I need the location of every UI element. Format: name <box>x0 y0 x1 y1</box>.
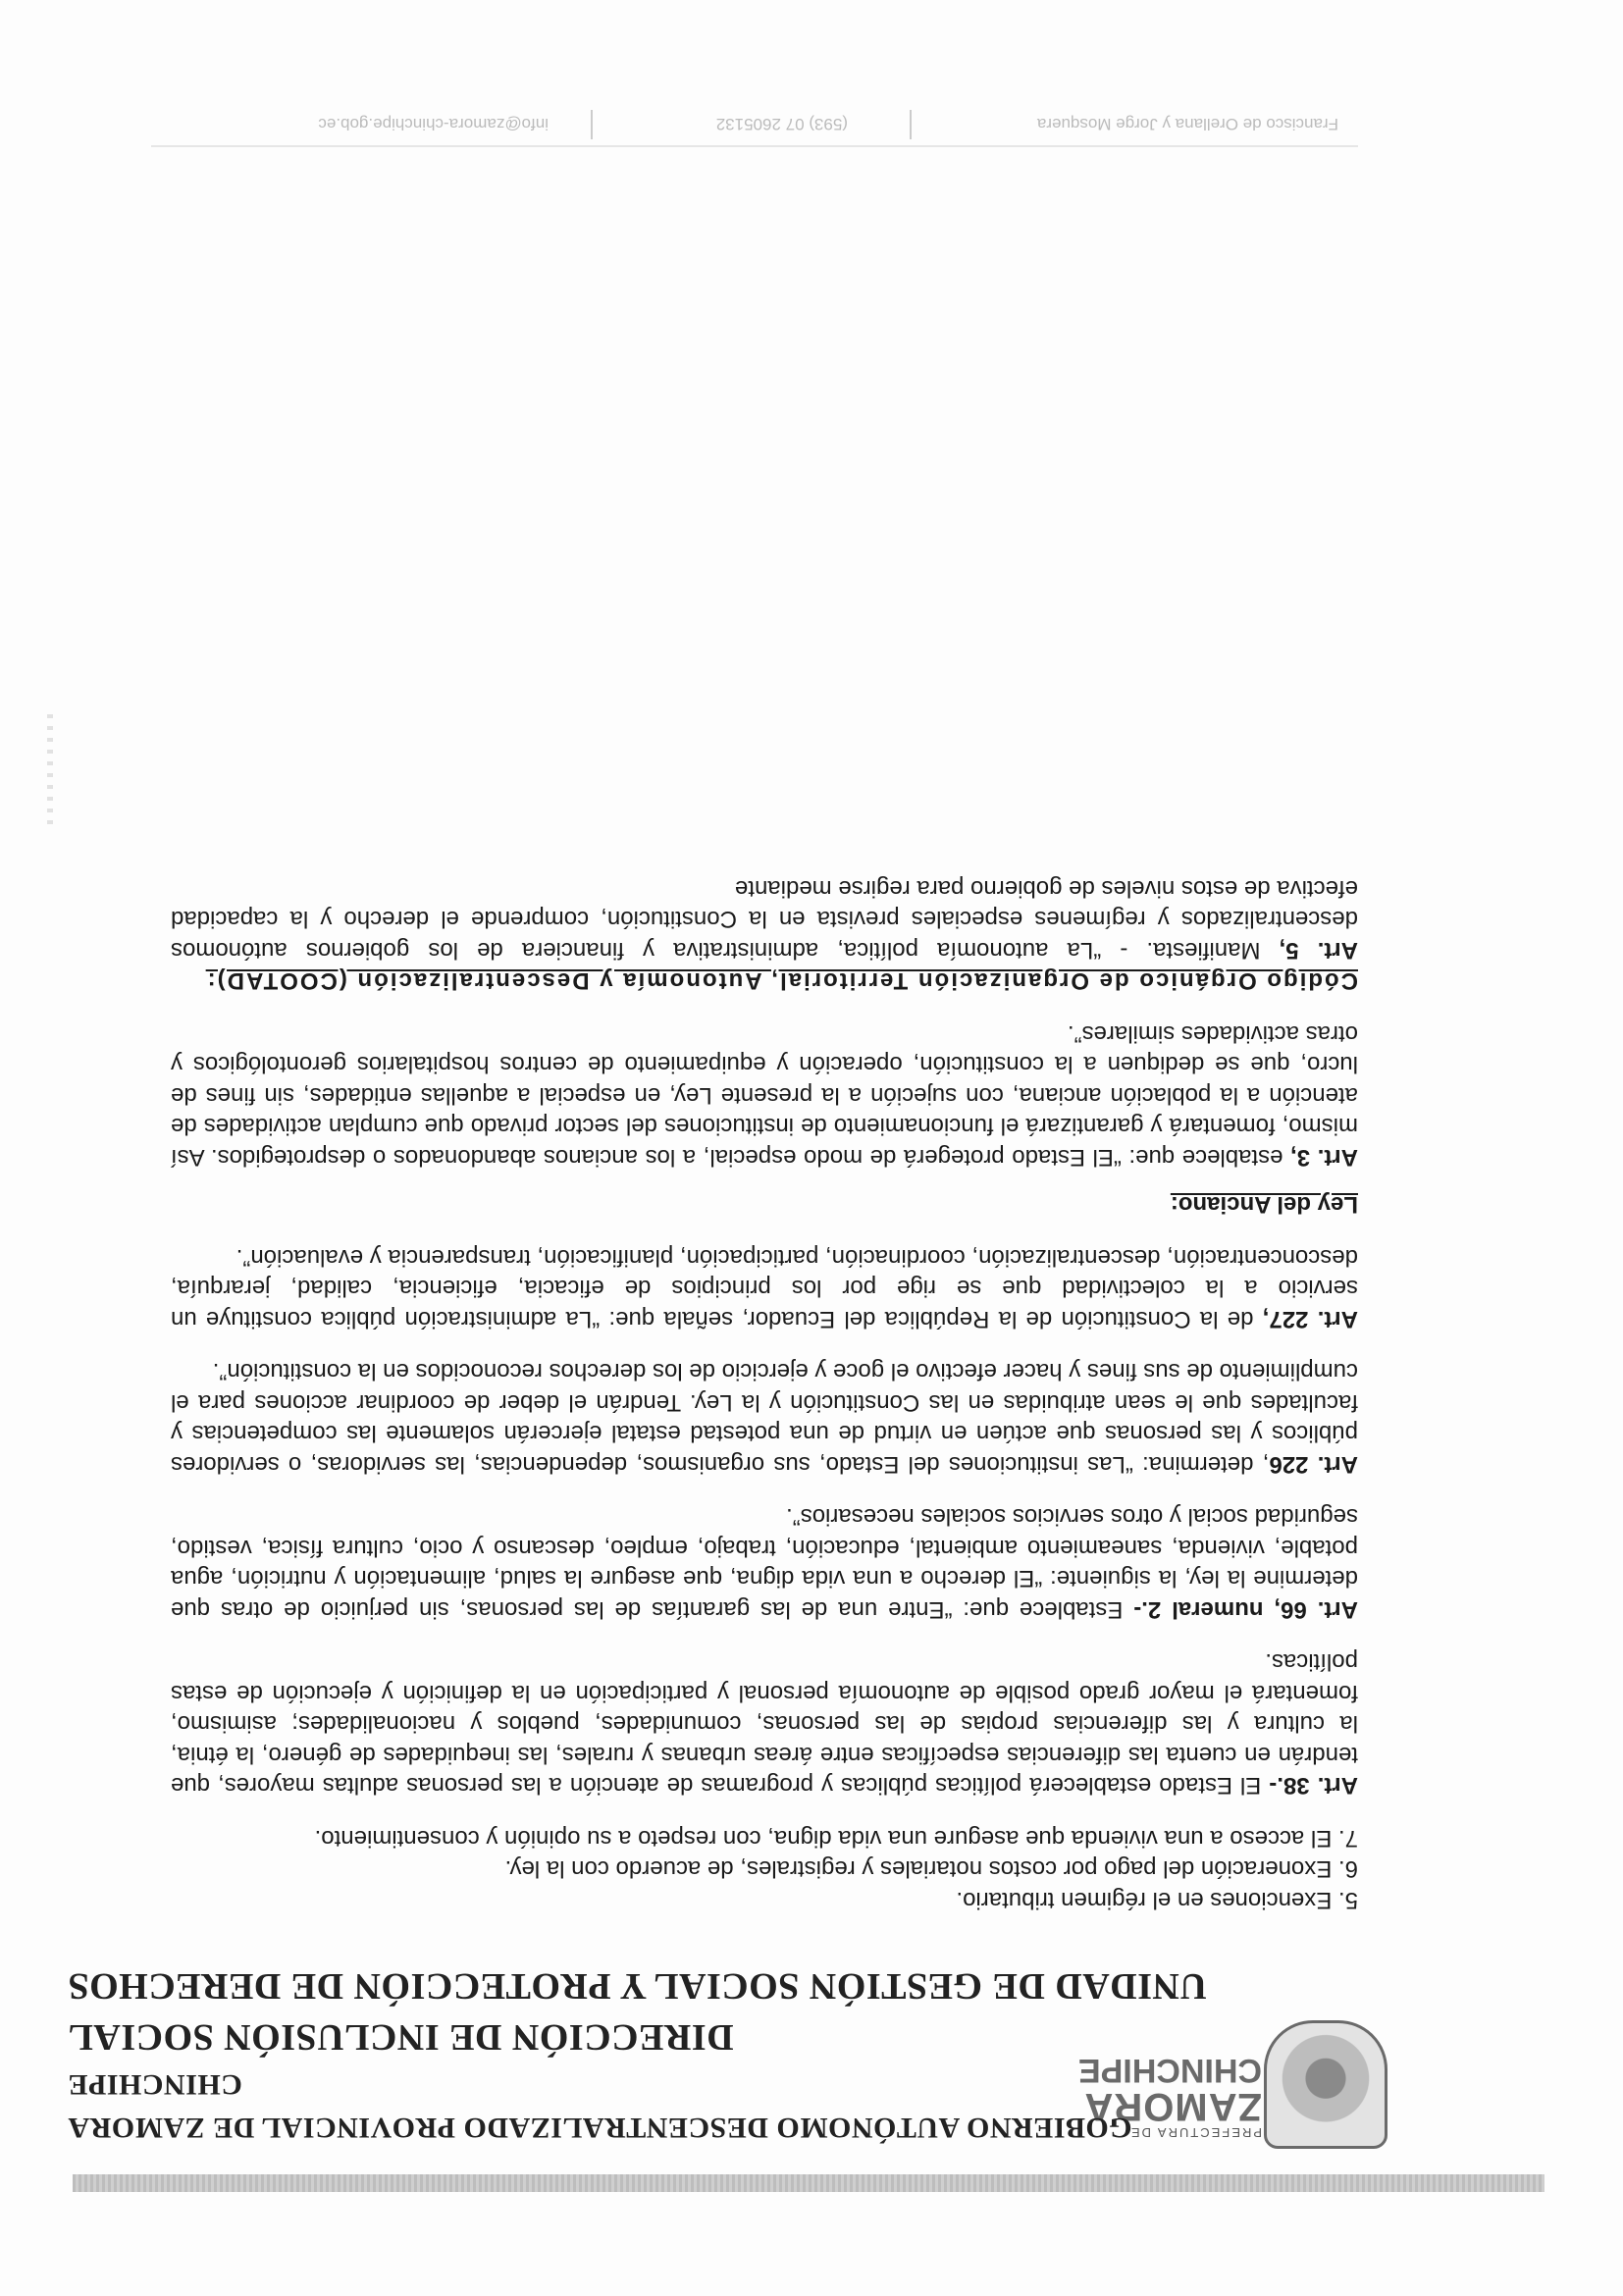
article-226 <box>171 1356 1358 1480</box>
section-heading-cootad <box>171 965 1358 997</box>
article-text: , determina: “Las instituciones del Estado, sus organismos, dependencias, las servidoras, o servidores públicos y las personas que actúen en virtud de una potestad estatal ejercerán solamente las competencias y facultades que le sean atribuidas en las Constitución y la Ley. Tendrán el deber de coordinar acciones para el cumplimiento de sus fines y hacer efectivo el goce y ejercicio de los derechos reconocidos en la constitución”. <box>170 1358 1358 1478</box>
article-text: Manifiesta. - “La autonomía política, administrativa y financiera de los gobiernos autónomos descentralizados y regímenes especiales prevista en la Constitución, comprende el derecho y la capacidad efectiva de estos niveles de gobierno para regirse mediante <box>171 875 1358 964</box>
letterhead <box>68 1933 1387 2149</box>
article-text: establece que: “El Estado protegerá de modo especial, a los ancianos abandonados o desprotegidos. Así mismo, fomentará y garantizará el funcionamiento de instituciones del sector privado que cumplan actividades de atención a la población anciana, con sujeción a la presente Ley, en especial a aquellas entidades, sin fines de lucro, que se dediquen a la constitución, operación y equipamiento de centros hospitalarios gerontológicos y otras actividades similares”. <box>170 1020 1358 1171</box>
list-item: 5. Exenciones en el régimen tributario. <box>956 1887 1358 1913</box>
section-heading: Código Orgánico de Organización Territorial, Autonomía y Descentralización (COOTAD): <box>205 967 1358 995</box>
article-227 <box>171 1242 1358 1335</box>
article-label: Art. 3, <box>1290 1144 1358 1171</box>
prefecture-seal-icon <box>1264 2020 1387 2149</box>
brand-line1: ZAMORA <box>1083 2085 1262 2128</box>
article-label: Art. 227, <box>1262 1306 1358 1332</box>
section-heading-ley-anciano <box>171 1189 1358 1221</box>
brand-line2: CHINCHIPE <box>1077 2052 1262 2089</box>
letterhead-line2: DIRECCIÓN DE INCLUSIÓN SOCIAL <box>68 2016 734 2058</box>
article-3 <box>171 1018 1358 1174</box>
letterhead-text <box>68 1960 1216 2149</box>
article-38 <box>171 1646 1358 1801</box>
article-label: Art. 38.- <box>1269 1772 1358 1800</box>
header-bar <box>73 2174 1544 2192</box>
article-66 <box>171 1501 1358 1625</box>
article-5 <box>171 873 1358 966</box>
footer-phone: (593) 07 2605132 <box>715 115 848 133</box>
document-body <box>171 857 1358 1916</box>
footer-separator <box>591 110 593 139</box>
scan-artifact <box>47 706 53 824</box>
letterhead-line3: UNIDAD DE GESTIÓN SOCIAL Y PROTECCIÓN DE DERECHOS <box>68 1965 1207 2007</box>
article-label: Art. 5, <box>1279 937 1358 964</box>
article-text: de la Constitución de la República del Ecuador, señala que: “La administración pública constituye un servicio a la colectividad que se rige por los principios de eficacia, eficiencia, calidad, jerarquía, desconcentración, descentralización, coordinación, participación, planificación, transparencia y evaluación”. <box>171 1244 1358 1332</box>
footer-email: info@zamora-chinchipe.gob.ec <box>318 115 549 133</box>
article-label: Art. 226 <box>1269 1451 1358 1478</box>
list-item: 6. Exoneración del pago por costos notariales y registrales, de acuerdo con la ley. <box>504 1855 1358 1883</box>
article-text: Establece que: “Entre una de las garantías de las personas, sin perjuicio de otras que determine la ley, la siguiente: “El derecho a una vida digna, que asegure la salud, alimentación y nutrición, agua potable, vivienda, saneamiento ambiental, educación, trabajo, empleo, descanso y ocio, cultura física, vestido, seguridad social y otros servicios sociales necesarios”. <box>171 1503 1358 1623</box>
letterhead-line1: GOBIERNO AUTÓNOMO DESCENTRALIZADO PROVINCIAL DE ZAMORA CHINCHIPE <box>68 2068 1132 2144</box>
article-label: Art. 66, numeral 2.- <box>1133 1596 1358 1623</box>
footer-separator <box>910 110 912 139</box>
article-text: El Estado establecerá políticas públicas y programas de atención a las personas adultas mayores, que tendrán en cuenta las diferencias específicas entre áreas urbanas y rurales, las inequidades de género, la étnia, la cultura y las diferencias propias de las personas, comunidades, pueblos y nacionalidades; asimismo, fomentará el mayor grado posible de autonomía personal y participación en la definición y ejecución de estas políticas. <box>170 1648 1358 1800</box>
list-item: 7. El acceso a una vivienda que asegure una vida digna, con respeto a su opinión y consentimiento. <box>314 1825 1358 1852</box>
section-heading: Ley del Anciano: <box>1170 1191 1358 1219</box>
page-footer <box>151 106 1358 147</box>
brand-small: PREFECTURA DE <box>1128 2125 1262 2140</box>
footer-address: Francisco de Orellana y Jorge Mosquera <box>1036 115 1338 133</box>
